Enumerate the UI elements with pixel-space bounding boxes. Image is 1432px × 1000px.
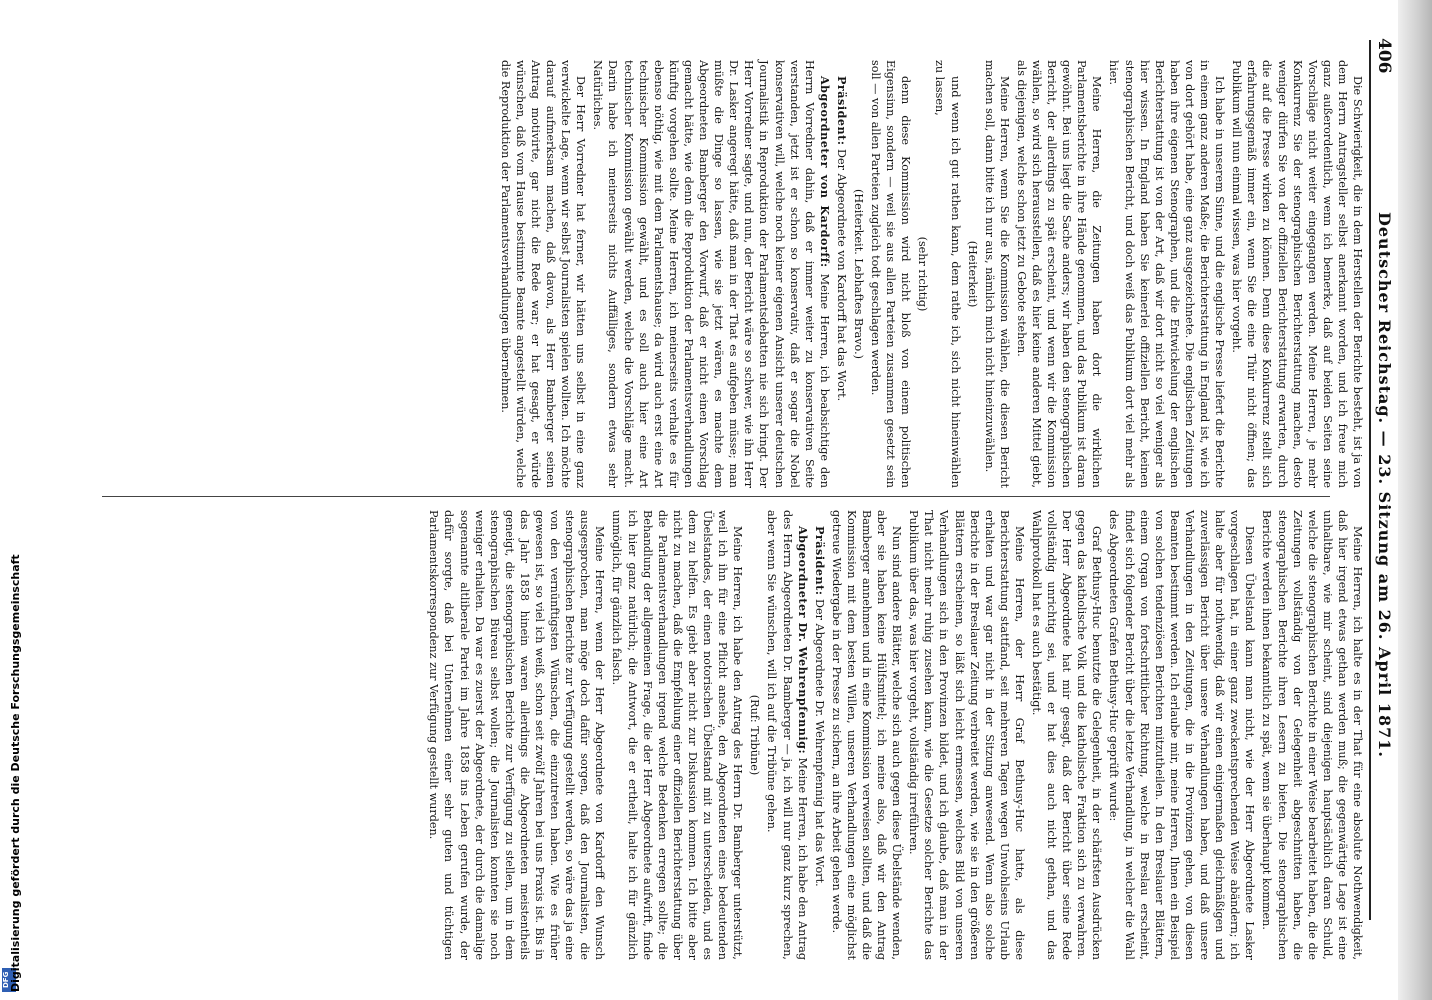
- text-column-left: [125, 60, 1365, 488]
- interjection: [747, 510, 762, 960]
- paragraph-text: Der Herr Vorredner hat ferner, wir hätten uns selbst in eine ganz verwickelte Lage, wenn wir selbst Journalisten spielen wollten. Ich möchte darauf aufmerksam machen, daß davon, als Herr Bamberger seinen Antrag motivirte, gar nicht die Rede war; er hat gesagt, er würde wünschen, daß vom Hause bestimmte Beamte angestellt würden, welche die Reproduktion der Parlamentsverhandlungen übernehmen.: [498, 60, 588, 488]
- speaker-paragraph: [834, 60, 849, 488]
- paragraph: [1014, 60, 1105, 488]
- paragraph-text: Meine Herren, die Zeitungen haben dort die wirklichen Parlamentsberichte in ihre Hände genommen, und das Publikum ist daran gewöhnt. Bei uns liegt die Sache anders; wir haben den stenographischen Bericht, der allerdings zu spät erscheint, und wenn wir die Kommission wählen, so wird sich herausstellen, daß es hier keine anderen Mittel giebt, als diejenigen, welche schon jetzt zu Gebote stehen.: [1014, 60, 1104, 488]
- dfg-logo: DFG: [2, 968, 16, 992]
- paragraph-text: Meine Herren, ich beabsichtige den Herrn Vorredner dahin, daß er immer weiter zu konservativen Seite verstanden, jetzt ist er schon so konservativ, daß er sogar die Nobel konservativen will, welche noch keiner eigenen Ansicht unserer deutschen Journalistik in Reproduktion der Parlamentsdebatten nie sich bringt. Der Herr Vorredner sagte, und nun, der Bericht wäre so schwer, wie ihn Herr Dr. Lasker angeregt hätte, daß man in der That es aufgeben müsse; man müßte die Dinge so lassen, wie sie jetzt wären, es machte dem Abgeordneten Bamberger den Vorwurf, daß er nicht einen Vorschlag gemacht hätte, wie denn die Reproduktion der Parlamentsverhandlungen künftig vorgehen sollte. Meine Herren, ich meinerseits verhalte es für ebenso nöthig, wie mit dem Parlamentshause; da wird auch erst eine Art technischer Kommission gewählt, und es soll auch hier eine Art technischer Kommission gewählt werden, welche die Vorschläge macht. Darin habe ich meinerseits nichts Auffälliges, sondern etwas sehr Natürliches.: [591, 60, 831, 488]
- speaker-name: Abgeordneter von Kardorff:: [817, 76, 832, 268]
- header-rule: [1369, 40, 1371, 920]
- paragraph-text: Meine Herren, wenn Sie die Kommission wählen, die diesen Bericht machen soll, dann bitte ich nur aus, nämlich mich nicht hineinzuwählen.: [982, 60, 1011, 488]
- interjection: [851, 60, 866, 488]
- paragraph-text: Die Schwierigkeit, die in dem Herstellen der Berichte besteht, ist ja von dem Herrn Antragsteller selbst anerkannt worden, und ich freue mich ganz außerordentlich, wenn ich bemerke, daß auf beiden Seiten seine Vorschläge nicht weiter eingegangen werden. Meine Herren, je mehr Konkurrenz Sie der stenographischen Berichterstattung machen, desto weniger dürfen Sie von der offiziellen Berichterstattung erwarten, durch die auf die Presse wirken zu können. Denn diese Konkurrenz stellt sich erfahrungsgemäß immer ein, wenn Sie die eine Thür nicht öffnen; das Publikum will nun einmal wissen, was hier vorgeht.: [1230, 60, 1364, 488]
- paragraph: [1259, 510, 1365, 960]
- paragraph: [609, 510, 745, 960]
- speaker-paragraph: [812, 510, 827, 960]
- running-head: Deutscher Reichstag. — 23. Sitzung am 26. April 1871.: [1375, 212, 1394, 758]
- speaker-paragraph: [590, 60, 832, 488]
- paragraph-text: Meine Herren, wenn der Herr Abgeordnete von Kardorff den Wunsch ausgesprochen, man möge doch dafür sorgen, daß den Journalisten, die stenographischen Berichte zur Verfügung gestellt werden, so wäre das ja eine von den vernünftigsten Wünschen, die einzutreten haben. Wie es früher gewesen ist, so viel ich weiß, schon seit zwölf Jahren bei uns Praxis ist. Bis in das Jahr 1858 hinein waren allerdings die Abgeordneten meistentheils geneigt, die stenographischen Berichte zur Verfügung zu stellen, um in dem stenographischen Büreau selbst wollen; die Journalisten konnten sie noch weniger erhalten. Da war es zuerst der Abgeordnete, der durch die damalige sogenannte altliberale Partei im Jahre 1858 ins Leben gerufen wurde, der dafür sorgte, daß bei Unternehmen einer sehr guten und tüchtigen Parlamentskorrespondenz zur Verfügung gestellt wurden.: [427, 510, 607, 960]
- paragraph-text: Meine Herren, der Herr Graf Bethusy-Huc hatte, als diese Berichterstattung stattfand, seit mehreren Tagen wegen Unwohlseins Urlaub erhalten und war gar nicht in der Sitzung anwesend. Wenn also solche Berichte in der Breslauer Zeitung verbreitet werden, wie sie in den größeren Blättern erscheinen, so läßt sich leicht ermessen, welches Bild von unseren Verhandlungen sich in den Provinzen bildet, und ich glaube, daß man in der That nicht mehr ruhig zusehen kann, wie die Gesetze solcher Berichte das Publikum über das, was hier vorgeht, vollständig irreführen.: [907, 510, 1026, 960]
- paragraph: [868, 60, 913, 488]
- paragraph: [829, 510, 904, 960]
- speaker-name: Präsident:: [834, 76, 849, 146]
- paragraph: [1229, 60, 1365, 488]
- paragraph: [1106, 510, 1257, 960]
- paragraph-text: Meine Herren, ich habe den Antrag des Herrn Dr. Bamberger unterstützt, weil ich ihn für eine Pflicht ansehe, den Abgeordneten eines bedeutenden Übelstandes, der einen notorischen Übelstand mit zu unterscheiden, und es dem zu helfen. Es giebt aber nicht zur Diskussion kommen. Ich bitte aber nicht zu machen, daß die Empfehlung einer offiziellen Berichterstattung über die Parlamentsverhandlungen irgend welche Bedenken erregen sollte; die Behandlung der allgemeinen Frage, die der Herr Abgeordnete aufwirft, finde ich hier ganz natürlich; die Antwort, die er ertheilt, halte ich für gänzlich unmöglich, für gänzlich falsch.: [610, 510, 745, 960]
- paragraph: [426, 510, 607, 960]
- paragraph-text: Diesen Übelstand kann man nicht, wie der Herr Abgeordnete Lasker vorgeschlagen hat, in einer ganz zweckentsprechenden Weise abändern; ich halte aber für nothwendig, daß wir einen einigermaßen gleichmäßigen und zuverlässigen Bericht über unsere Verhandlungen haben, und daß unsere Verhandlungen in den Zeitungen, die in die Provinzen gehen, von diesen Beamten bestimmt werden. Ich erlaube mir, meine Herren, Ihnen ein Beispiel von solchen tendenziösen Berichten mitzutheilen. In den Breslauer Blättern, einem Organ von fortschrittlicher Richtung, welche in Breslau erscheint, findet sich folgender Bericht über die letzte Verhandlung, in welcher die Wahl des Abgeordneten Grafen Bethusy-Huc geprüft wurde:: [1107, 510, 1257, 960]
- paragraph-text: Graf Bethusy-Huc benutzte die Gelegenheit, in der schärfsten Ausdrücken gegen das katholische Volk und die katholische Fraktion sich zu verwahren. Der Herr Abgeordnete hat mir gesagt, daß der Bericht über seine Rede vollständig unrichtig sei, und er hat dies auch nicht gethan, und das Wahlprotokoll hat es auch bestätigt.: [1030, 510, 1104, 960]
- paragraph-text: Der Abgeordnete Dr. Wehrenpfennig hat das Wort.: [812, 599, 826, 887]
- paragraph-text: Nun sind andere Blätter, welche sich auch gegen diese Übelstände wenden, aber sie haben keine Hülfsmittel; ich meine also, daß wir den Antrag Bamberger annehmen und in eine Kommission verweisen sollten, und daß die Kommission mit dem besten Willen, unseren Verhandlungen eine möglichst getreue Wiedergabe in der Presse zu sichern, an ihre Arbeit gehen werde.: [829, 510, 904, 960]
- interjection: [965, 60, 980, 488]
- page-number: 406: [1374, 38, 1394, 74]
- speaker-paragraph: [764, 510, 809, 960]
- interjection: [915, 60, 930, 488]
- speaker-name: Präsident:: [812, 526, 827, 596]
- digitization-credit: Digitalisierung gefördert durch die Deutsche Forschungsgemeinschaft: [9, 554, 22, 992]
- paragraph-text: (Heiterkeit): [965, 240, 979, 308]
- paragraph-text: und wenn ich gut rathen kann, dem rathe ich, sich nicht hineinwählen zu lassen,: [933, 60, 962, 488]
- digitization-credit-strip: [0, 0, 22, 1000]
- paragraph-text: Meine Herren, ich habe den Antrag des Herrn Abgeordneten Dr. Bamberger — ja, ich will nur ganz kurz sprechen, aber wenn Sie wünschen, will ich auf die Tribüne gehen.: [765, 510, 809, 961]
- column-divider: [102, 496, 1330, 497]
- paragraph: [906, 510, 1027, 960]
- paragraph: [1029, 510, 1104, 960]
- paragraph-text: Ich habe in unserem Sinne, und die englische Presse liefert die Berichte in einem ganz anderen Maße; die Berichterstattung in England ist, wie ich von dort gehört habe, eine ganz ausgezeichnete. Die englischen Zeitungen haben ihre eigenen Stenographen, und die Entwickelung der englischen Berichterstattung ist von der Art, daß wir dort nicht so viel weniger als hier wissen. In England haben Sie keinerlei offiziellen Bericht, keinen stenographischen Bericht, und doch weiß das Publikum dort viel mehr als hier.: [1107, 60, 1227, 488]
- paragraph-text: (Heiterkeit. Lebhaftes Bravo.): [852, 188, 865, 360]
- paragraph-text: (Ruf: Tribüne): [748, 694, 762, 776]
- paragraph-text: (sehr richtig): [916, 236, 930, 312]
- text-column-right: [125, 510, 1365, 960]
- paragraph: [932, 60, 962, 488]
- paragraph: [982, 60, 1012, 488]
- paragraph: [498, 60, 589, 488]
- paragraph: [1106, 60, 1227, 488]
- paragraph-text: Meine Herren, ich halte es in der That für eine absolute Nothwendigkeit, daß hier irgend etwas gethan werden muß; die gegenwärtige Lage ist eine unhaltbare, wie mir scheint, sind diejenigen hauptsächlich daran Schuld, welche die stenographischen Berichte in einer Weise bearbeitet haben, die die Zeitungen vollständig von der Gelegenheit abgeschnitten haben, die stenographischen Berichte ihren Lesern zu bieten. Die stenographischen Berichte werden ihnen bekanntlich zu spät, wenn sie überhaupt kommen.: [1260, 510, 1364, 960]
- speaker-name: Abgeordneter Dr. Wehrenpfennig:: [795, 526, 810, 755]
- paragraph-text: Der Abgeordnete von Kardorff hat das Wort.: [834, 149, 848, 402]
- paragraph-text: denn diese Kommission wird nicht bloß von einem politischen Eigensinn, sondern — weil sie aus allen Parteien zusammen gesetzt sein soll — von allen Parteien zugleich todt geschlagen werden.: [869, 60, 913, 488]
